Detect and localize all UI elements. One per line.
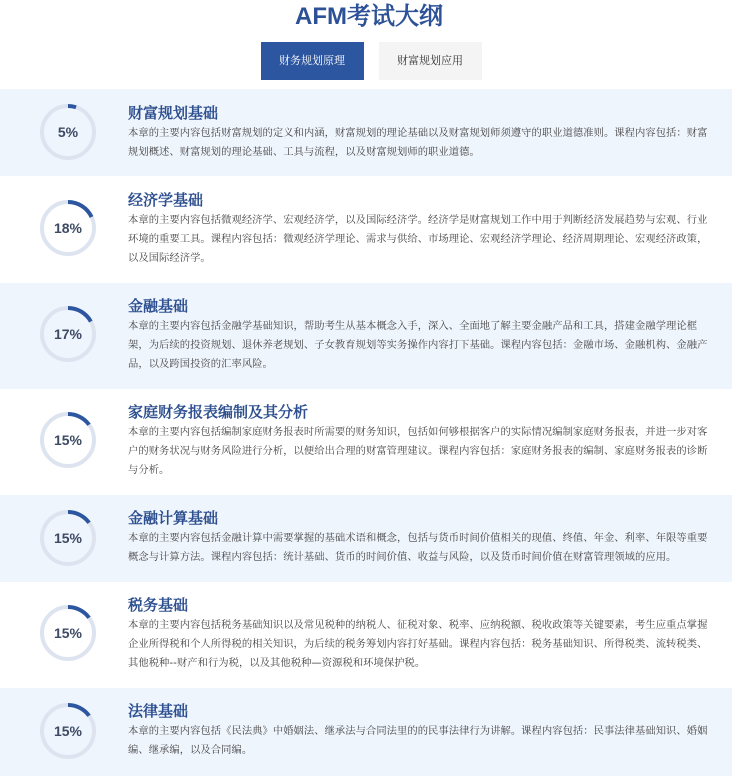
progress-ring xyxy=(39,604,97,662)
chapter-title: 经济学基础 xyxy=(128,191,204,209)
percent-label: 15% xyxy=(53,432,83,448)
page-title: AFM考试大纲 xyxy=(295,3,443,30)
chapter-description: 本章的主要内容包括编制家庭财务报表时所需要的财务知识，包括如何够根据客户的实际情况编制家庭财务报表，并进一步对客户的财务状况与财务风险进行分析，以便给出合理的财富管理建议。课程内容包括：家庭财务报表的编制、家庭财务报表的诊断与分析。 xyxy=(128,426,708,476)
chapter-item xyxy=(0,89,732,176)
percent-label: 15% xyxy=(53,530,83,546)
chapter-title: 金融计算基础 xyxy=(128,509,219,527)
chapter-item xyxy=(0,582,732,688)
tab-financial-planning-principles[interactable]: 财务规划原理 xyxy=(261,42,364,80)
chapter-description: 本章的主要内容包括金融计算中需要掌握的基础术语和概念，包括与货币时间价值相关的现值、终值、年金、利率、年限等重要概念与计算方法。课程内容包括：统计基础、货币的时间价值、收益与风险，以及货币时间价值在财富管理领域的应用。 xyxy=(128,532,708,563)
tab-bar xyxy=(0,42,738,80)
chapter-description: 本章的主要内容包括税务基础知识以及常见税种的纳税人、征税对象、税率、应纳税额、税收政策等关键要素，考生应重点掌握企业所得税和个人所得税的相关知识，为后续的税务筹划内容打好基础。课程内容包括：税务基础知识、所得税类、流转税类、其他税种--财产和行为税，以及其他税种—资源税和环境保护税。 xyxy=(128,619,708,669)
progress-ring xyxy=(39,411,97,469)
chapter-title: 家庭财务报表编制及其分析 xyxy=(128,403,309,421)
progress-ring xyxy=(39,305,97,363)
chapter-item xyxy=(0,495,732,582)
chapter-title: 法律基础 xyxy=(128,702,189,720)
chapter-item xyxy=(0,283,732,389)
percent-label: 17% xyxy=(53,326,83,342)
chapter-title: 金融基础 xyxy=(128,297,189,315)
percent-label: 5% xyxy=(57,124,79,140)
chapter-description: 本章的主要内容包括《民法典》中婚姻法、继承法与合同法里的的民事法律行为讲解。课程内容包括：民事法律基础知识、婚姻编、继承编，以及合同编。 xyxy=(128,725,708,756)
progress-ring xyxy=(39,199,97,257)
percent-label: 15% xyxy=(53,723,83,739)
percent-label: 15% xyxy=(53,625,83,641)
chapter-title: 税务基础 xyxy=(128,596,189,614)
chapter-description: 本章的主要内容包括财富规划的定义和内涵，财富规划的理论基础以及财富规划师须遵守的职业道德准则。课程内容包括：财富规划概述、财富规划的理论基础、工具与流程，以及财富规划师的职业道德。 xyxy=(128,127,708,158)
chapter-description: 本章的主要内容包括金融学基础知识，帮助考生从基本概念入手，深入、全面地了解主要金融产品和工具，搭建金融学理论框架，为后续的投资规划、退休养老规划、子女教育规划等实务操作内容打下基础。课程内容包括：金融市场、金融机构、金融产品，以及跨国投资的汇率风险。 xyxy=(128,320,708,370)
progress-ring xyxy=(39,103,97,161)
chapter-list xyxy=(0,89,738,776)
percent-label: 18% xyxy=(53,220,83,236)
tab-wealth-planning-application[interactable]: 财富规划应用 xyxy=(379,42,482,80)
chapter-description: 本章的主要内容包括微观经济学、宏观经济学，以及国际经济学。经济学是财富规划工作中用于判断经济发展趋势与宏观、行业环境的重要工具。课程内容包括：微观经济学理论、需求与供给、市场理论、宏观经济学理论、经济周期理论、宏观经济政策，以及国际经济学。 xyxy=(128,214,708,264)
chapter-item xyxy=(0,688,732,776)
progress-ring xyxy=(39,509,97,567)
chapter-item xyxy=(0,176,732,283)
chapter-title: 财富规划基础 xyxy=(128,104,219,122)
chapter-item xyxy=(0,389,732,495)
progress-ring xyxy=(39,702,97,760)
